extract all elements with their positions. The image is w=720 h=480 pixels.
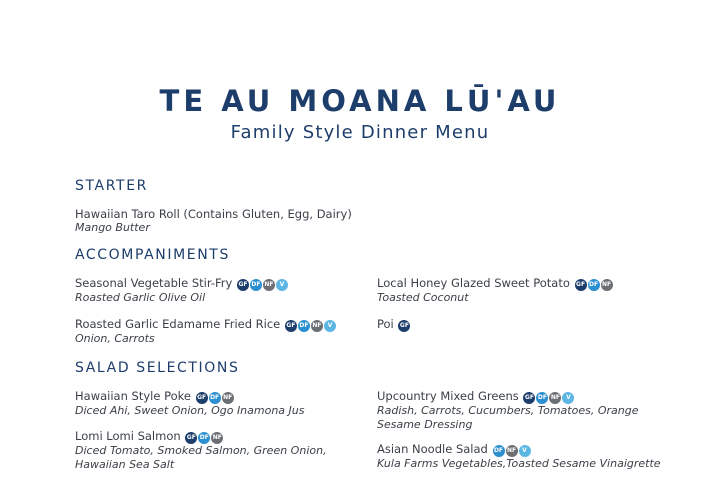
gluten-free-badge: GF <box>523 392 535 404</box>
gluten-free-badge: GF <box>575 279 587 291</box>
item-description: Toasted Coconut <box>377 291 469 304</box>
menu-item <box>75 389 305 418</box>
item-name: Roasted Garlic Edamame Fried Rice <box>75 317 281 331</box>
gluten-free-badge: GF <box>196 392 208 404</box>
menu-item <box>377 276 613 305</box>
gluten-free-badge: GF <box>185 432 197 444</box>
item-description: Kula Farms Vegetables,Toasted Sesame Vinaigrette <box>377 457 661 470</box>
nut-free-badge: NF <box>222 392 234 404</box>
section-heading-accompaniments: ACCOMPANIMENTS <box>75 247 230 263</box>
menu-item <box>75 429 350 472</box>
dairy-free-badge: DF <box>209 392 221 404</box>
vegan-badge: V <box>276 279 288 291</box>
menu-item <box>377 389 652 432</box>
nut-free-badge: NF <box>506 445 518 457</box>
menu-item <box>75 207 352 235</box>
item-description: Diced Ahi, Sweet Onion, Ogo Inamona Jus <box>75 404 305 417</box>
item-name: Lomi Lomi Salmon <box>75 429 181 443</box>
vegan-badge: V <box>519 445 531 457</box>
item-description: Onion, Carrots <box>75 332 155 345</box>
menu-subtitle: Family Style Dinner Menu <box>230 122 490 143</box>
nut-free-badge: NF <box>263 279 275 291</box>
item-name: Local Honey Glazed Sweet Potato <box>377 276 570 290</box>
item-name: Upcountry Mixed Greens <box>377 389 519 403</box>
item-description: Radish, Carrots, Cucumbers, Tomatoes, Orange Sesame Dressing <box>377 404 639 431</box>
dairy-free-badge: DF <box>536 392 548 404</box>
menu-item <box>377 442 661 471</box>
nut-free-badge: NF <box>211 432 223 444</box>
menu-item <box>75 317 336 346</box>
nut-free-badge: NF <box>549 392 561 404</box>
item-name: Seasonal Vegetable Stir-Fry <box>75 276 233 290</box>
menu-item <box>377 317 410 332</box>
menu-title: TE AU MOANA LŪ'AU <box>159 84 561 118</box>
item-name: Hawaiian Style Poke <box>75 389 191 403</box>
dairy-free-badge: DF <box>493 445 505 457</box>
item-name: Hawaiian Taro Roll (Contains Gluten, Egg, Dairy) <box>75 207 352 221</box>
nut-free-badge: NF <box>601 279 613 291</box>
dairy-free-badge: DF <box>250 279 262 291</box>
item-name: Poi <box>377 317 394 331</box>
item-description: Roasted Garlic Olive Oil <box>75 291 206 304</box>
menu-item <box>75 276 288 305</box>
dairy-free-badge: DF <box>198 432 210 444</box>
gluten-free-badge: GF <box>237 279 249 291</box>
nut-free-badge: NF <box>311 320 323 332</box>
vegan-badge: V <box>324 320 336 332</box>
item-description: Diced Tomato, Smoked Salmon, Green Onion, Hawaiian Sea Salt <box>75 444 327 471</box>
dairy-free-badge: DF <box>298 320 310 332</box>
vegan-badge: V <box>562 392 574 404</box>
item-name: Asian Noodle Salad <box>377 442 488 456</box>
dairy-free-badge: DF <box>588 279 600 291</box>
gluten-free-badge: GF <box>398 320 410 332</box>
gluten-free-badge: GF <box>285 320 297 332</box>
item-description: Mango Butter <box>75 221 150 234</box>
section-heading-starter: STARTER <box>75 178 148 194</box>
section-heading-salads: SALAD SELECTIONS <box>75 360 240 376</box>
